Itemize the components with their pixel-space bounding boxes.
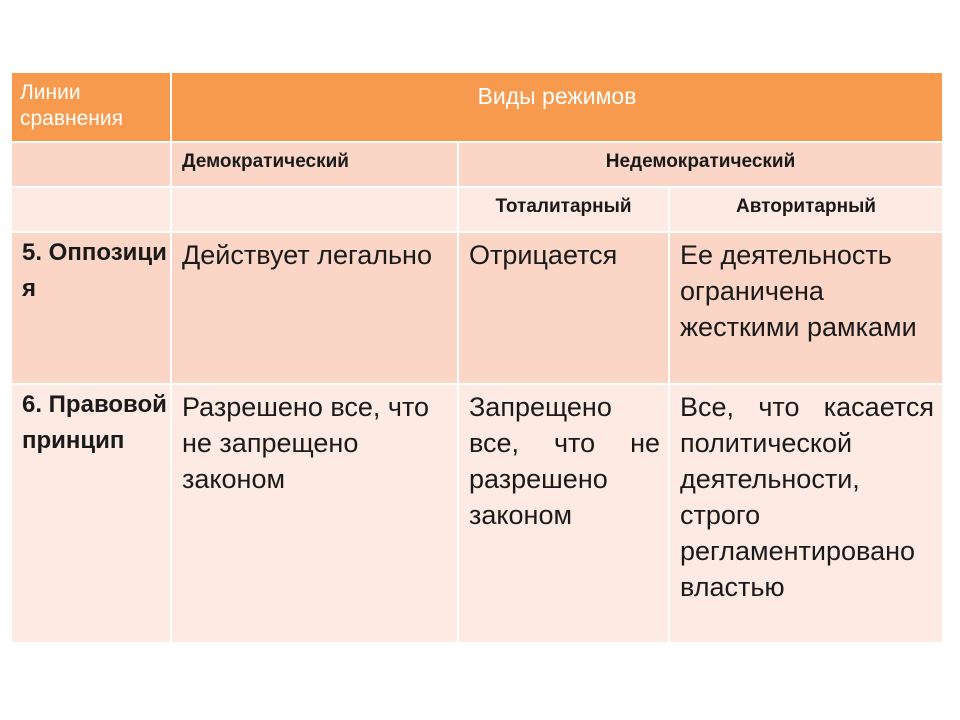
regime-subtype-row <box>11 187 943 232</box>
authoritarian-cell: Все, что касается политической деятельности, строго регламентировано властью <box>669 384 943 643</box>
criterion-cell: 6. Правовой принцип <box>11 384 171 643</box>
table-header-row <box>11 72 943 142</box>
empty-cell <box>171 187 458 232</box>
table-row <box>11 232 943 384</box>
democratic-cell: Разрешено все, что не запрещено законом <box>171 384 458 643</box>
criterion-cell: 5. Оппозиция <box>11 232 171 384</box>
regime-kinds-header: Виды режимов <box>171 72 943 142</box>
totalitarian-cell: Запрещено все, что не разрешено законом <box>458 384 669 643</box>
regime-type-row <box>11 142 943 187</box>
lines-of-comparison-header: Линии сравнения <box>11 72 171 142</box>
totalitarian-cell: Отрицается <box>458 232 669 384</box>
totalitarian-header: Тоталитарный <box>458 187 669 232</box>
empty-cell <box>11 187 171 232</box>
regimes-comparison-table <box>10 71 944 644</box>
democratic-header: Демократический <box>171 142 458 187</box>
authoritarian-header: Авторитарный <box>669 187 943 232</box>
authoritarian-cell: Ее деятельность ограничена жесткими рамками <box>669 232 943 384</box>
nondemocratic-header: Недемократический <box>458 142 943 187</box>
empty-cell <box>11 142 171 187</box>
table-row <box>11 384 943 643</box>
democratic-cell: Действует легально <box>171 232 458 384</box>
